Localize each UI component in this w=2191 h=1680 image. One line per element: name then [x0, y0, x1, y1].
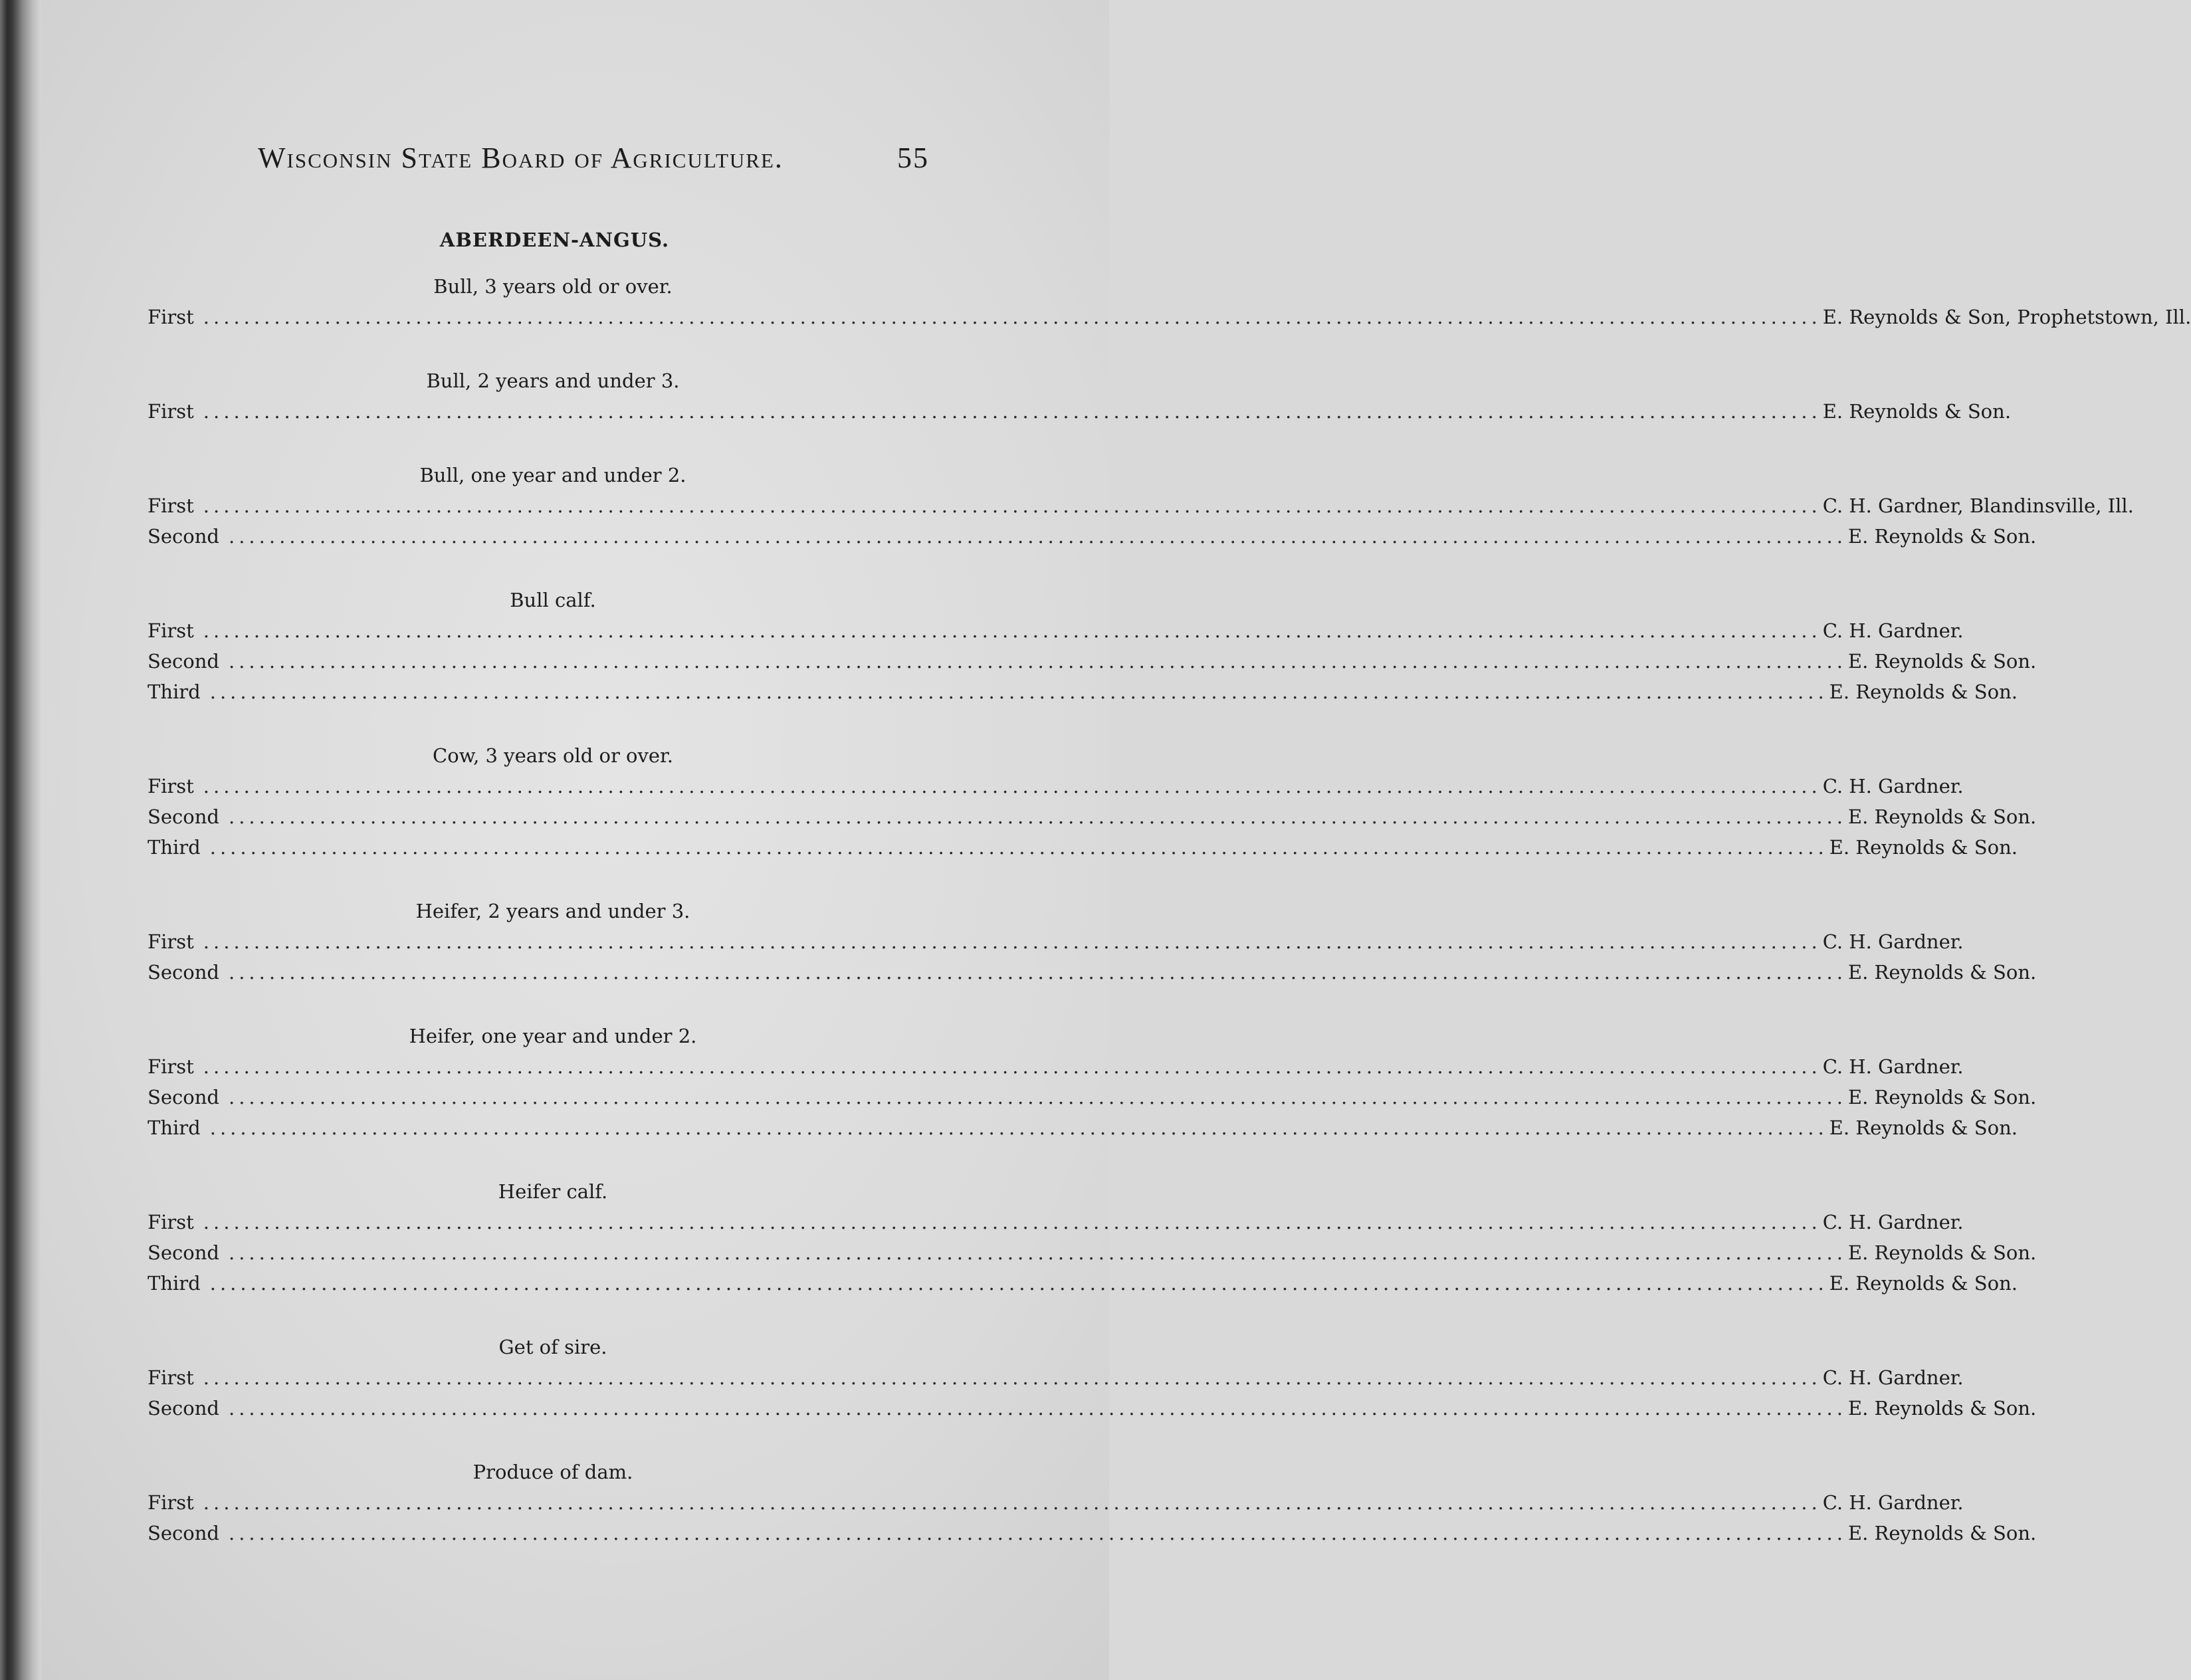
award-winner: E. Reynolds & Son, Prophetstown, Ill.	[1822, 306, 2191, 328]
award-place: First	[148, 1211, 194, 1233]
award-entry	[148, 832, 2018, 863]
award-entry	[148, 1362, 1964, 1393]
category-title: Bull, 2 years and under 3.	[426, 369, 680, 392]
award-place: Third	[148, 836, 201, 859]
award-entry	[148, 1393, 2037, 1423]
dot-leader: ................................................................................................................................................................	[203, 494, 1822, 517]
dot-leader: ................................................................................................................................................................	[203, 619, 1822, 642]
prize-category	[148, 896, 2037, 988]
award-place: First	[148, 1366, 194, 1389]
award-place: First	[148, 494, 194, 517]
award-winner: E. Reynolds & Son.	[1847, 1397, 2037, 1419]
award-entry	[148, 1082, 2037, 1112]
category-title: Bull, 3 years old or over.	[433, 275, 673, 298]
award-winner: C. H. Gardner.	[1822, 1366, 1964, 1389]
award-place: Third	[148, 1116, 201, 1139]
dot-leader: ................................................................................................................................................................	[209, 1116, 1828, 1139]
award-entry	[148, 1237, 2037, 1268]
award-winner: E. Reynolds & Son.	[1847, 525, 2037, 548]
award-place: First	[148, 306, 194, 328]
prize-category	[148, 585, 2037, 707]
prize-category	[148, 1176, 2037, 1299]
dot-leader: ................................................................................................................................................................	[203, 1211, 1822, 1233]
category-title: Get of sire.	[498, 1336, 607, 1358]
award-winner: E. Reynolds & Son.	[1829, 681, 2018, 703]
award-winner: E. Reynolds & Son.	[1847, 1241, 2037, 1264]
award-entry	[148, 490, 2134, 521]
running-header-title: Wisconsin State Board of Agriculture.	[258, 142, 783, 174]
award-winner: C. H. Gardner.	[1822, 1211, 1964, 1233]
award-place: Second	[148, 805, 219, 828]
award-entry	[148, 615, 1964, 646]
dot-leader: ................................................................................................................................................................	[228, 1241, 1847, 1264]
dot-leader: ................................................................................................................................................................	[209, 1272, 1828, 1295]
dot-leader: ................................................................................................................................................................	[203, 930, 1822, 953]
award-entry	[148, 1207, 1964, 1237]
award-winner: C. H. Gardner, Blandinsville, Ill.	[1822, 494, 2134, 517]
page-number: 55	[897, 142, 929, 174]
category-title: Heifer, 2 years and under 3.	[415, 900, 690, 922]
award-place: Second	[148, 650, 219, 673]
award-winner: E. Reynolds & Son.	[1822, 400, 2012, 423]
award-place: Third	[148, 1272, 201, 1295]
award-place: Second	[148, 1397, 219, 1419]
award-entry	[148, 801, 2037, 832]
award-place: Second	[148, 525, 219, 548]
award-winner: E. Reynolds & Son.	[1847, 1086, 2037, 1108]
running-header	[258, 141, 929, 181]
dot-leader: ................................................................................................................................................................	[228, 961, 1847, 984]
dot-leader: ................................................................................................................................................................	[203, 1366, 1822, 1389]
award-entry	[148, 1487, 1964, 1518]
award-winner: E. Reynolds & Son.	[1847, 1522, 2037, 1544]
award-place: Second	[148, 1241, 219, 1264]
category-title: Cow, 3 years old or over.	[433, 744, 673, 767]
dot-leader: ................................................................................................................................................................	[209, 836, 1828, 859]
award-winner: C. H. Gardner.	[1822, 1055, 1964, 1078]
award-entry	[148, 1051, 1964, 1082]
prize-category	[148, 740, 2037, 863]
dot-leader: ................................................................................................................................................................	[203, 306, 1822, 328]
award-winner: E. Reynolds & Son.	[1829, 1272, 2018, 1295]
award-winner: E. Reynolds & Son.	[1847, 805, 2037, 828]
category-title: Bull, one year and under 2.	[419, 464, 686, 486]
dot-leader: ................................................................................................................................................................	[228, 525, 1847, 548]
award-winner: C. H. Gardner.	[1822, 1491, 1964, 1514]
award-winner: C. H. Gardner.	[1822, 619, 1964, 642]
award-winner: C. H. Gardner.	[1822, 930, 1964, 953]
dot-leader: ................................................................................................................................................................	[228, 1522, 1847, 1544]
award-entry	[148, 1268, 2018, 1299]
award-entry	[148, 926, 1964, 957]
category-title: Bull calf.	[510, 589, 596, 611]
award-place: First	[148, 930, 194, 953]
award-place: First	[148, 619, 194, 642]
dot-leader: ................................................................................................................................................................	[228, 1086, 1847, 1108]
award-place: Second	[148, 1086, 219, 1108]
award-entry	[148, 521, 2037, 552]
dot-leader: ................................................................................................................................................................	[228, 805, 1847, 828]
section-title: ABERDEEN-ANGUS.	[439, 229, 670, 251]
dot-leader: ................................................................................................................................................................	[203, 775, 1822, 797]
award-place: Third	[148, 681, 201, 703]
dot-leader: ................................................................................................................................................................	[203, 400, 1822, 423]
prize-category	[148, 460, 2134, 552]
category-title: Heifer, one year and under 2.	[409, 1025, 697, 1047]
award-place: First	[148, 1055, 194, 1078]
award-entry	[148, 396, 2012, 427]
dot-leader: ................................................................................................................................................................	[203, 1491, 1822, 1514]
prize-category	[148, 271, 2191, 332]
award-entry	[148, 646, 2037, 677]
dot-leader: ................................................................................................................................................................	[203, 1055, 1822, 1078]
award-place: First	[148, 400, 194, 423]
award-entry	[148, 1518, 2037, 1548]
award-winner: E. Reynolds & Son.	[1829, 836, 2018, 859]
award-entry	[148, 771, 1964, 801]
dot-leader: ................................................................................................................................................................	[228, 1397, 1847, 1419]
award-place: Second	[148, 961, 219, 984]
book-spine-shadow	[0, 0, 41, 1680]
award-entry	[148, 302, 2191, 332]
award-winner: C. H. Gardner.	[1822, 775, 1964, 797]
prize-category	[148, 1332, 2037, 1423]
award-entry	[148, 957, 2037, 988]
prize-list	[148, 271, 2191, 1582]
prize-category	[148, 1021, 2037, 1143]
prize-category	[148, 1457, 2037, 1548]
award-entry	[148, 1112, 2018, 1143]
award-entry	[148, 677, 2018, 707]
award-place: First	[148, 1491, 194, 1514]
award-winner: E. Reynolds & Son.	[1847, 961, 2037, 984]
award-place: Second	[148, 1522, 219, 1544]
dot-leader: ................................................................................................................................................................	[228, 650, 1847, 673]
award-winner: E. Reynolds & Son.	[1829, 1116, 2018, 1139]
prize-category	[148, 366, 2012, 427]
dot-leader: ................................................................................................................................................................	[209, 681, 1828, 703]
award-place: First	[148, 775, 194, 797]
award-winner: E. Reynolds & Son.	[1847, 650, 2037, 673]
category-title: Heifer calf.	[498, 1180, 608, 1203]
category-title: Produce of dam.	[472, 1461, 633, 1483]
